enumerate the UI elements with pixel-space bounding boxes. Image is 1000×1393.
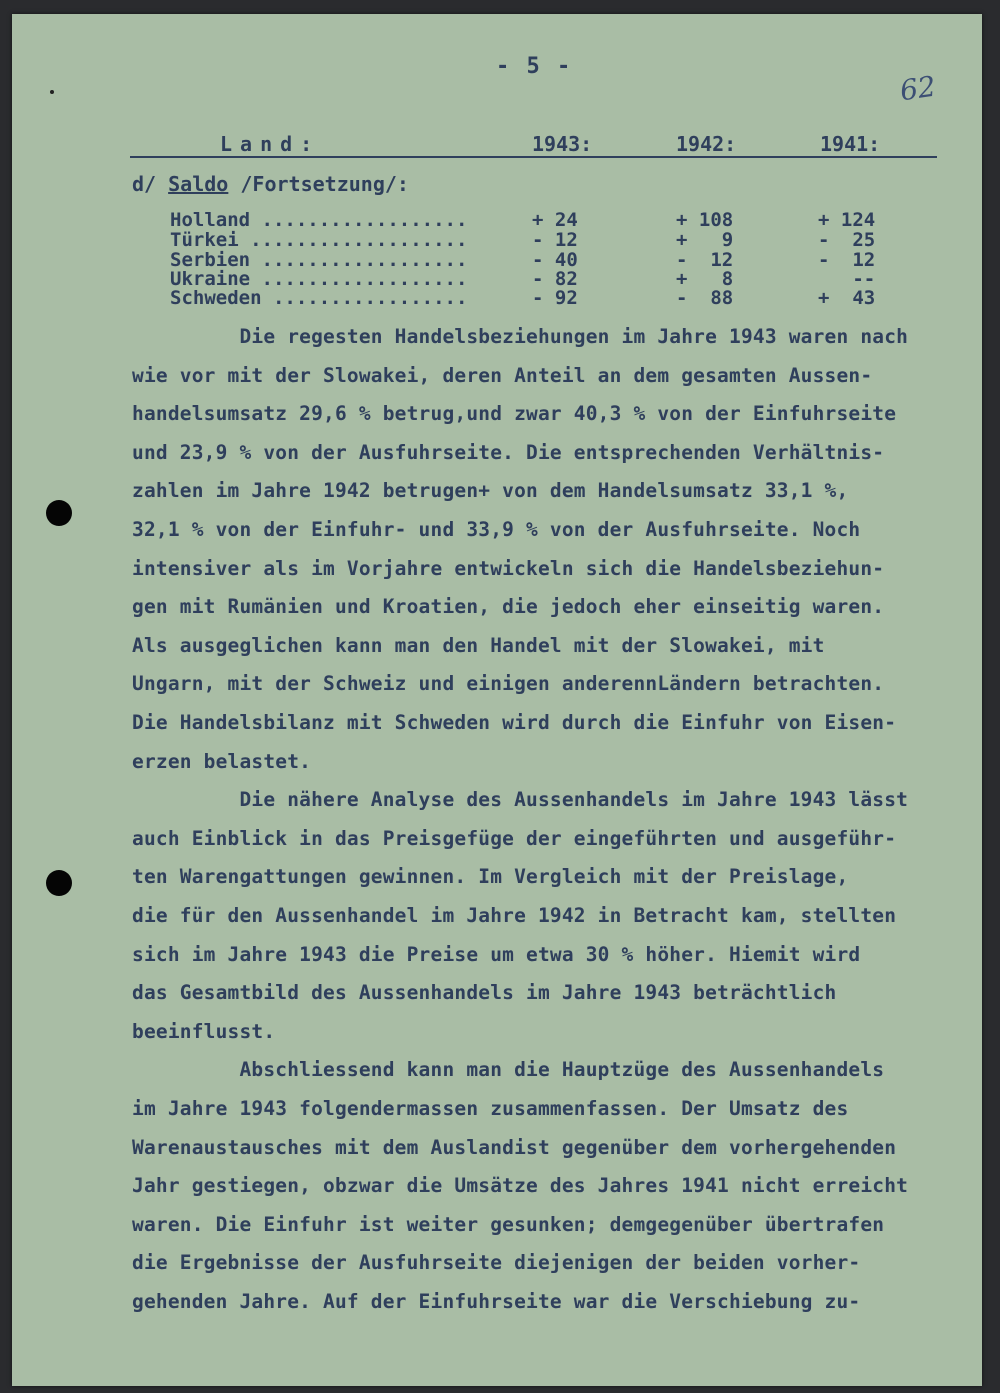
value-1941: - 25 bbox=[818, 229, 876, 251]
punch-hole bbox=[46, 870, 72, 896]
text-line: waren. Die Einfuhr ist weiter gesunken; demgegenüber übertrafen bbox=[132, 1212, 885, 1236]
text-line: ten Warengattungen gewinnen. Im Vergleich mit der Preislage, bbox=[132, 865, 849, 889]
text-line: gen mit Rumänien und Kroatien, die jedoch eher einseitig waren. bbox=[132, 595, 885, 619]
text-line: Die nähere Analyse des Aussenhandels im Jahre 1943 lässt bbox=[132, 788, 909, 812]
text-line: gehenden Jahre. Auf der Einfuhrseite war die Verschiebung zu- bbox=[132, 1290, 861, 1313]
ink-speck bbox=[50, 90, 54, 94]
text-line: beeinflusst. bbox=[132, 1019, 276, 1043]
text-line: handelsumsatz 29,6 % betrug,und zwar 40,3 % von der Einfuhrseite bbox=[132, 402, 897, 426]
value-1943: - 92 bbox=[532, 287, 578, 309]
value-1941: + 43 bbox=[818, 287, 876, 309]
text-line: zahlen im Jahre 1942 betrugen+ von dem Handelsumsatz 33,1 %, bbox=[132, 479, 849, 503]
section-heading bbox=[132, 172, 409, 196]
section-title: Saldo bbox=[168, 172, 229, 196]
table-row bbox=[170, 210, 900, 230]
text-line: intensiver als im Vorjahre entwickeln sich die Handelsbeziehun- bbox=[132, 556, 885, 580]
section-prefix: d/ bbox=[132, 172, 169, 196]
text-line: Warenaustausches mit dem Auslandist gegenüber dem vorhergehenden bbox=[132, 1135, 897, 1159]
value-1941: -- bbox=[818, 268, 876, 290]
text-line: die Ergebnisse der Ausfuhrseite diejenigen der beiden vorher- bbox=[132, 1251, 861, 1275]
country-name: Türkei ................... bbox=[170, 229, 468, 251]
text-line: und 23,9 % von der Ausfuhrseite. Die entsprechenden Verhältnis- bbox=[132, 440, 885, 464]
punch-hole bbox=[46, 500, 72, 526]
value-1943: - 12 bbox=[532, 229, 578, 251]
table-row bbox=[170, 230, 900, 250]
country-name: Ukraine .................. bbox=[170, 268, 468, 290]
column-header-1942: 1942: bbox=[676, 132, 737, 156]
text-line: Abschliessend kann man die Hauptzüge des Aussenhandels bbox=[132, 1058, 885, 1082]
text-line: Die Handelsbilanz mit Schweden wird durch die Einfuhr von Eisen- bbox=[132, 711, 897, 734]
country-name: Serbien .................. bbox=[170, 249, 468, 271]
column-header-1943: 1943: bbox=[532, 132, 593, 156]
text-line: die für den Aussenhandel im Jahre 1942 in Betracht kam, stellten bbox=[132, 904, 897, 927]
value-1941: + 124 bbox=[818, 209, 876, 231]
table-row bbox=[170, 250, 900, 270]
value-1942: - 88 bbox=[676, 287, 734, 309]
text-line: 32,1 % von der Einfuhr- und 33,9 % von der Ausfuhrseite. Noch bbox=[132, 518, 861, 541]
text-line: Die regesten Handelsbeziehungen im Jahre 1943 waren nach bbox=[132, 325, 909, 348]
text-line: Ungarn, mit der Schweiz und einigen anderennLändern betrachten. bbox=[132, 672, 885, 696]
value-1942: + 9 bbox=[676, 229, 734, 251]
text-line: sich im Jahre 1943 die Preise um etwa 30 % höher. Hiemit wird bbox=[132, 942, 861, 966]
value-1943: - 40 bbox=[532, 249, 578, 271]
value-1942: + 8 bbox=[676, 268, 734, 290]
text-line: auch Einblick in das Preisgefüge der eingeführten und ausgeführ- bbox=[132, 826, 897, 850]
value-1943: - 82 bbox=[532, 268, 578, 290]
country-name: Holland .................. bbox=[170, 209, 468, 231]
text-line: das Gesamtbild des Aussenhandels im Jahre 1943 beträchtlich bbox=[132, 981, 837, 1005]
text-line: Jahr gestiegen, obzwar die Umsätze des Jahres 1941 nicht erreicht bbox=[132, 1174, 909, 1198]
value-1942: + 108 bbox=[676, 209, 734, 231]
handwritten-archive-number: 62 bbox=[897, 69, 938, 108]
value-1941: - 12 bbox=[818, 249, 876, 271]
column-header-1941: 1941: bbox=[820, 132, 881, 156]
text-line: im Jahre 1943 folgendermassen zusammenfassen. Der Umsatz des bbox=[132, 1097, 849, 1120]
section-suffix: /Fortsetzung/: bbox=[228, 172, 409, 196]
table-row bbox=[170, 269, 900, 289]
text-line: erzen belastet. bbox=[132, 749, 312, 773]
value-1942: - 12 bbox=[676, 249, 734, 271]
page-number: - 5 - bbox=[496, 54, 573, 79]
column-header-land: Land: bbox=[220, 132, 321, 156]
text-line: Als ausgeglichen kann man den Handel mit der Slowakei, mit bbox=[132, 633, 825, 657]
text-line: wie vor mit der Slowakei, deren Anteil an dem gesamten Aussen- bbox=[132, 363, 873, 387]
header-underline bbox=[130, 156, 937, 158]
table-row bbox=[170, 288, 900, 308]
value-1943: + 24 bbox=[532, 209, 578, 231]
country-name: Schweden ................. bbox=[170, 287, 468, 309]
